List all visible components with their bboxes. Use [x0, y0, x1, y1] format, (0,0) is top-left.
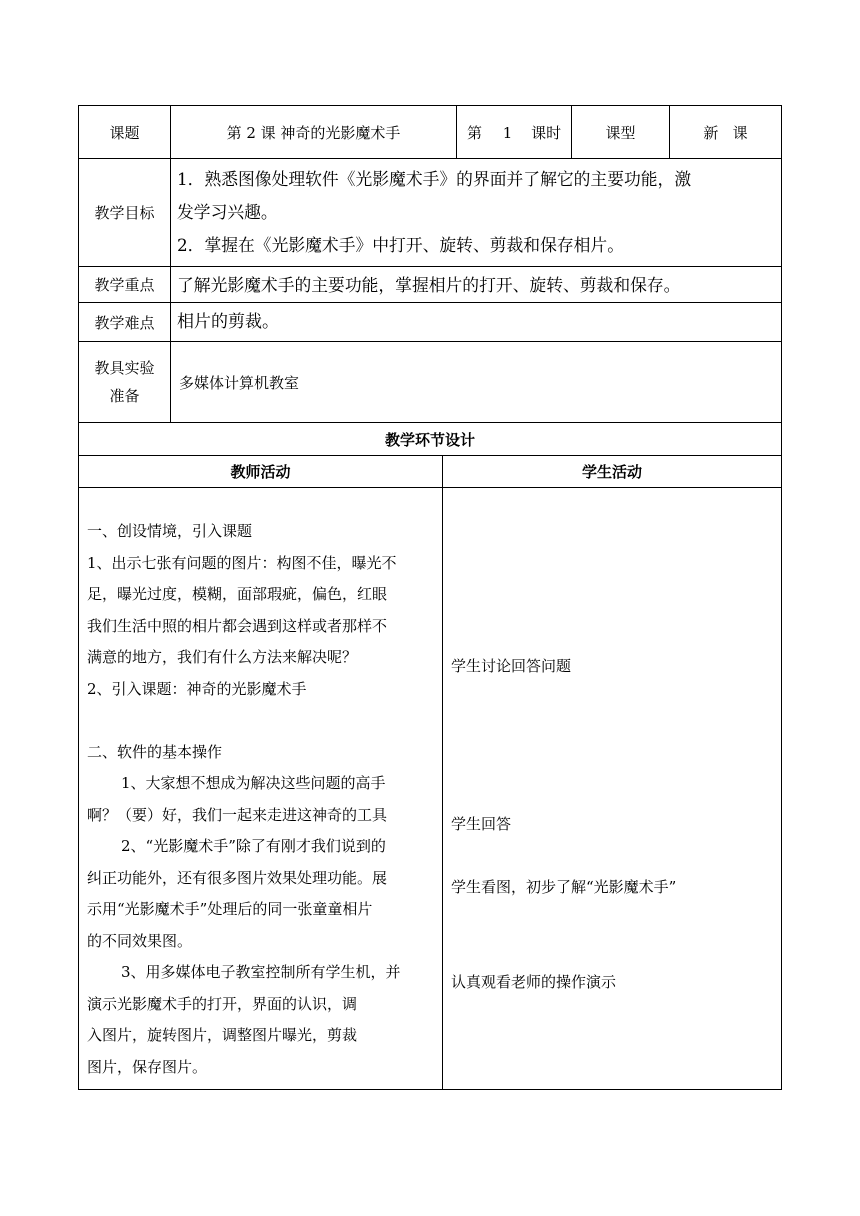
design-title: 教学环节设计	[79, 423, 782, 456]
activity-table	[78, 455, 782, 1090]
difficulties-row	[79, 303, 782, 342]
student-line: 学生讨论回答问题	[451, 657, 572, 675]
lesson-table	[78, 105, 782, 456]
teacher-line: 满意的地方，我们有什么方法来解决呢？	[87, 648, 358, 666]
teacher-line: 的不同效果图。	[87, 931, 193, 950]
lesson-count	[457, 106, 572, 159]
teacher-line: 2、“光影魔术手”除了有刚才我们说到的	[121, 837, 386, 855]
equipment-label	[79, 342, 171, 423]
type-label: 课型	[572, 106, 670, 159]
equipment-row	[79, 342, 782, 423]
student-line: 学生看图，初步了解“光影魔术手”	[451, 878, 677, 896]
teacher-line: 啊？（要）好，我们一起来走进这神奇的工具	[87, 805, 388, 824]
teacher-line: 二、软件的基本操作	[87, 742, 223, 761]
teacher-spacer	[87, 705, 442, 737]
lesson-suffix: 课时	[531, 123, 562, 142]
student-activities	[443, 488, 782, 1090]
equipment-label-line: 教具实验	[94, 359, 155, 377]
student-line: 认真观看老师的操作演示	[451, 973, 617, 991]
teacher-line: 1、出示七张有问题的图片：构图不佳，曝光不	[87, 553, 397, 572]
teacher-activities	[79, 488, 443, 1090]
type-value: 新 课	[670, 106, 782, 159]
topic-label: 课题	[79, 106, 171, 159]
teacher-line: 1、大家想不想成为解决这些问题的高手	[121, 774, 386, 792]
teacher-line: 足，曝光过度，模糊，面部瑕疵，偏色，红眼	[87, 585, 388, 603]
student-line: 学生回答	[451, 815, 512, 833]
student-header: 学生活动	[443, 456, 782, 488]
key-points-label: 教学重点	[79, 267, 171, 303]
teacher-line: 演示光影魔术手的打开，界面的认识，调	[87, 994, 358, 1013]
lesson-prefix: 第	[467, 123, 483, 142]
objective-line: 发学习兴趣。	[177, 202, 278, 222]
teacher-line: 2、引入课题：神奇的光影魔术手	[87, 679, 307, 698]
equipment-label-line: 准备	[109, 387, 140, 405]
objectives-row	[79, 159, 782, 267]
objectives-label: 教学目标	[79, 159, 171, 267]
topic-value: 第 2 课 神奇的光影魔术手	[171, 106, 457, 159]
activity-body-row	[79, 488, 782, 1090]
key-points-text: 了解光影魔术手的主要功能，掌握相片的打开、旋转、剪裁和保存。	[171, 267, 782, 303]
teacher-line: 一、创设情境，引入课题	[87, 522, 253, 540]
objective-line: 1．熟悉图像处理软件《光影魔术手》的界面并了解它的主要功能，激	[177, 169, 692, 189]
activity-header-row	[79, 456, 782, 488]
design-title-row	[79, 423, 782, 456]
teacher-header: 教师活动	[79, 456, 443, 488]
difficulties-label: 教学难点	[79, 303, 171, 342]
header-row	[79, 106, 782, 159]
teacher-line: 3、用多媒体电子教室控制所有学生机，并	[121, 963, 401, 981]
teacher-line: 我们生活中照的相片都会遇到这样或者那样不	[87, 616, 388, 635]
equipment-text: 多媒体计算机教室	[171, 342, 782, 423]
objectives-text	[171, 159, 782, 267]
difficulties-text: 相片的剪裁。	[171, 303, 782, 342]
key-points-row	[79, 267, 782, 303]
teacher-line: 入图片，旋转图片，调整图片曝光，剪裁	[87, 1026, 358, 1044]
lesson-plan	[78, 105, 781, 1090]
teacher-line: 纠正功能外，还有很多图片效果处理功能。展	[87, 868, 388, 887]
objective-line: 2．掌握在《光影魔术手》中打开、旋转、剪裁和保存相片。	[177, 235, 624, 255]
teacher-line: 示用“光影魔术手”处理后的同一张童童相片	[87, 900, 373, 918]
lesson-number: 1	[502, 123, 513, 142]
teacher-line: 图片，保存图片。	[87, 1057, 208, 1076]
